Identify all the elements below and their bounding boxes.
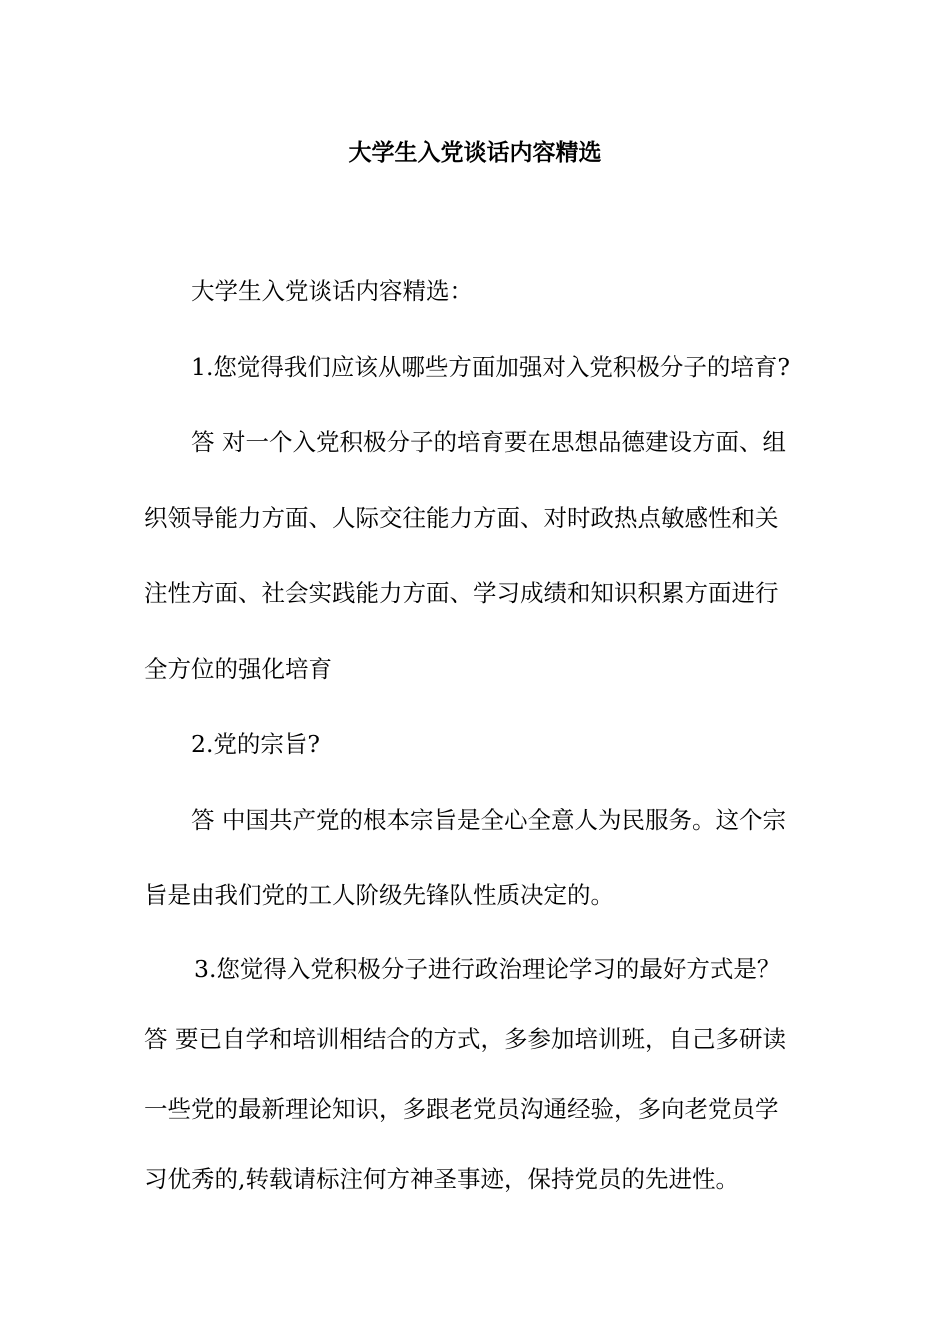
answer-1	[144, 405, 808, 707]
question-2: 2.党的宗旨?	[191, 730, 321, 758]
question-3-block	[144, 934, 808, 1214]
answer-3-line-3: 习优秀的,转载请标注何方神圣事迹，保持党员的先进性。	[144, 1164, 739, 1193]
answer-1-line-2: 织领导能力方面、人际交往能力方面、对时政热点敏感性和关	[144, 503, 779, 532]
answer-3-line-1: 答 要已自学和培训相结合的方式，多参加培训班，自己多研读	[144, 1024, 786, 1053]
intro-paragraph: 大学生入党谈话内容精选：	[191, 277, 473, 305]
answer-2-line-2: 旨是由我们党的工人阶级先锋队性质决定的。	[144, 881, 614, 909]
answer-2	[144, 783, 808, 934]
document-body	[144, 254, 808, 1214]
answer-3-line-2: 一些党的最新理论知识，多跟老党员沟通经验，多向老党员学	[144, 1094, 779, 1123]
question-3: 3.您觉得入党积极分子进行政治理论学习的最好方式是？	[194, 954, 781, 983]
answer-1-line-4: 全方位的强化培育	[144, 654, 332, 683]
question-1: 1.您觉得我们应该从哪些方面加强对入党积极分子的培育?	[191, 352, 791, 381]
answer-1-line-1: 答 对一个入党积极分子的培育要在思想品德建设方面、组	[191, 428, 786, 456]
answer-2-line-1: 答 中国共产党的根本宗旨是全心全意人为民服务。这个宗	[191, 805, 786, 834]
document-title: 大学生入党谈话内容精选	[348, 139, 602, 166]
answer-1-line-3: 注性方面、社会实践能力方面、学习成绩和知识积累方面进行	[144, 579, 779, 607]
